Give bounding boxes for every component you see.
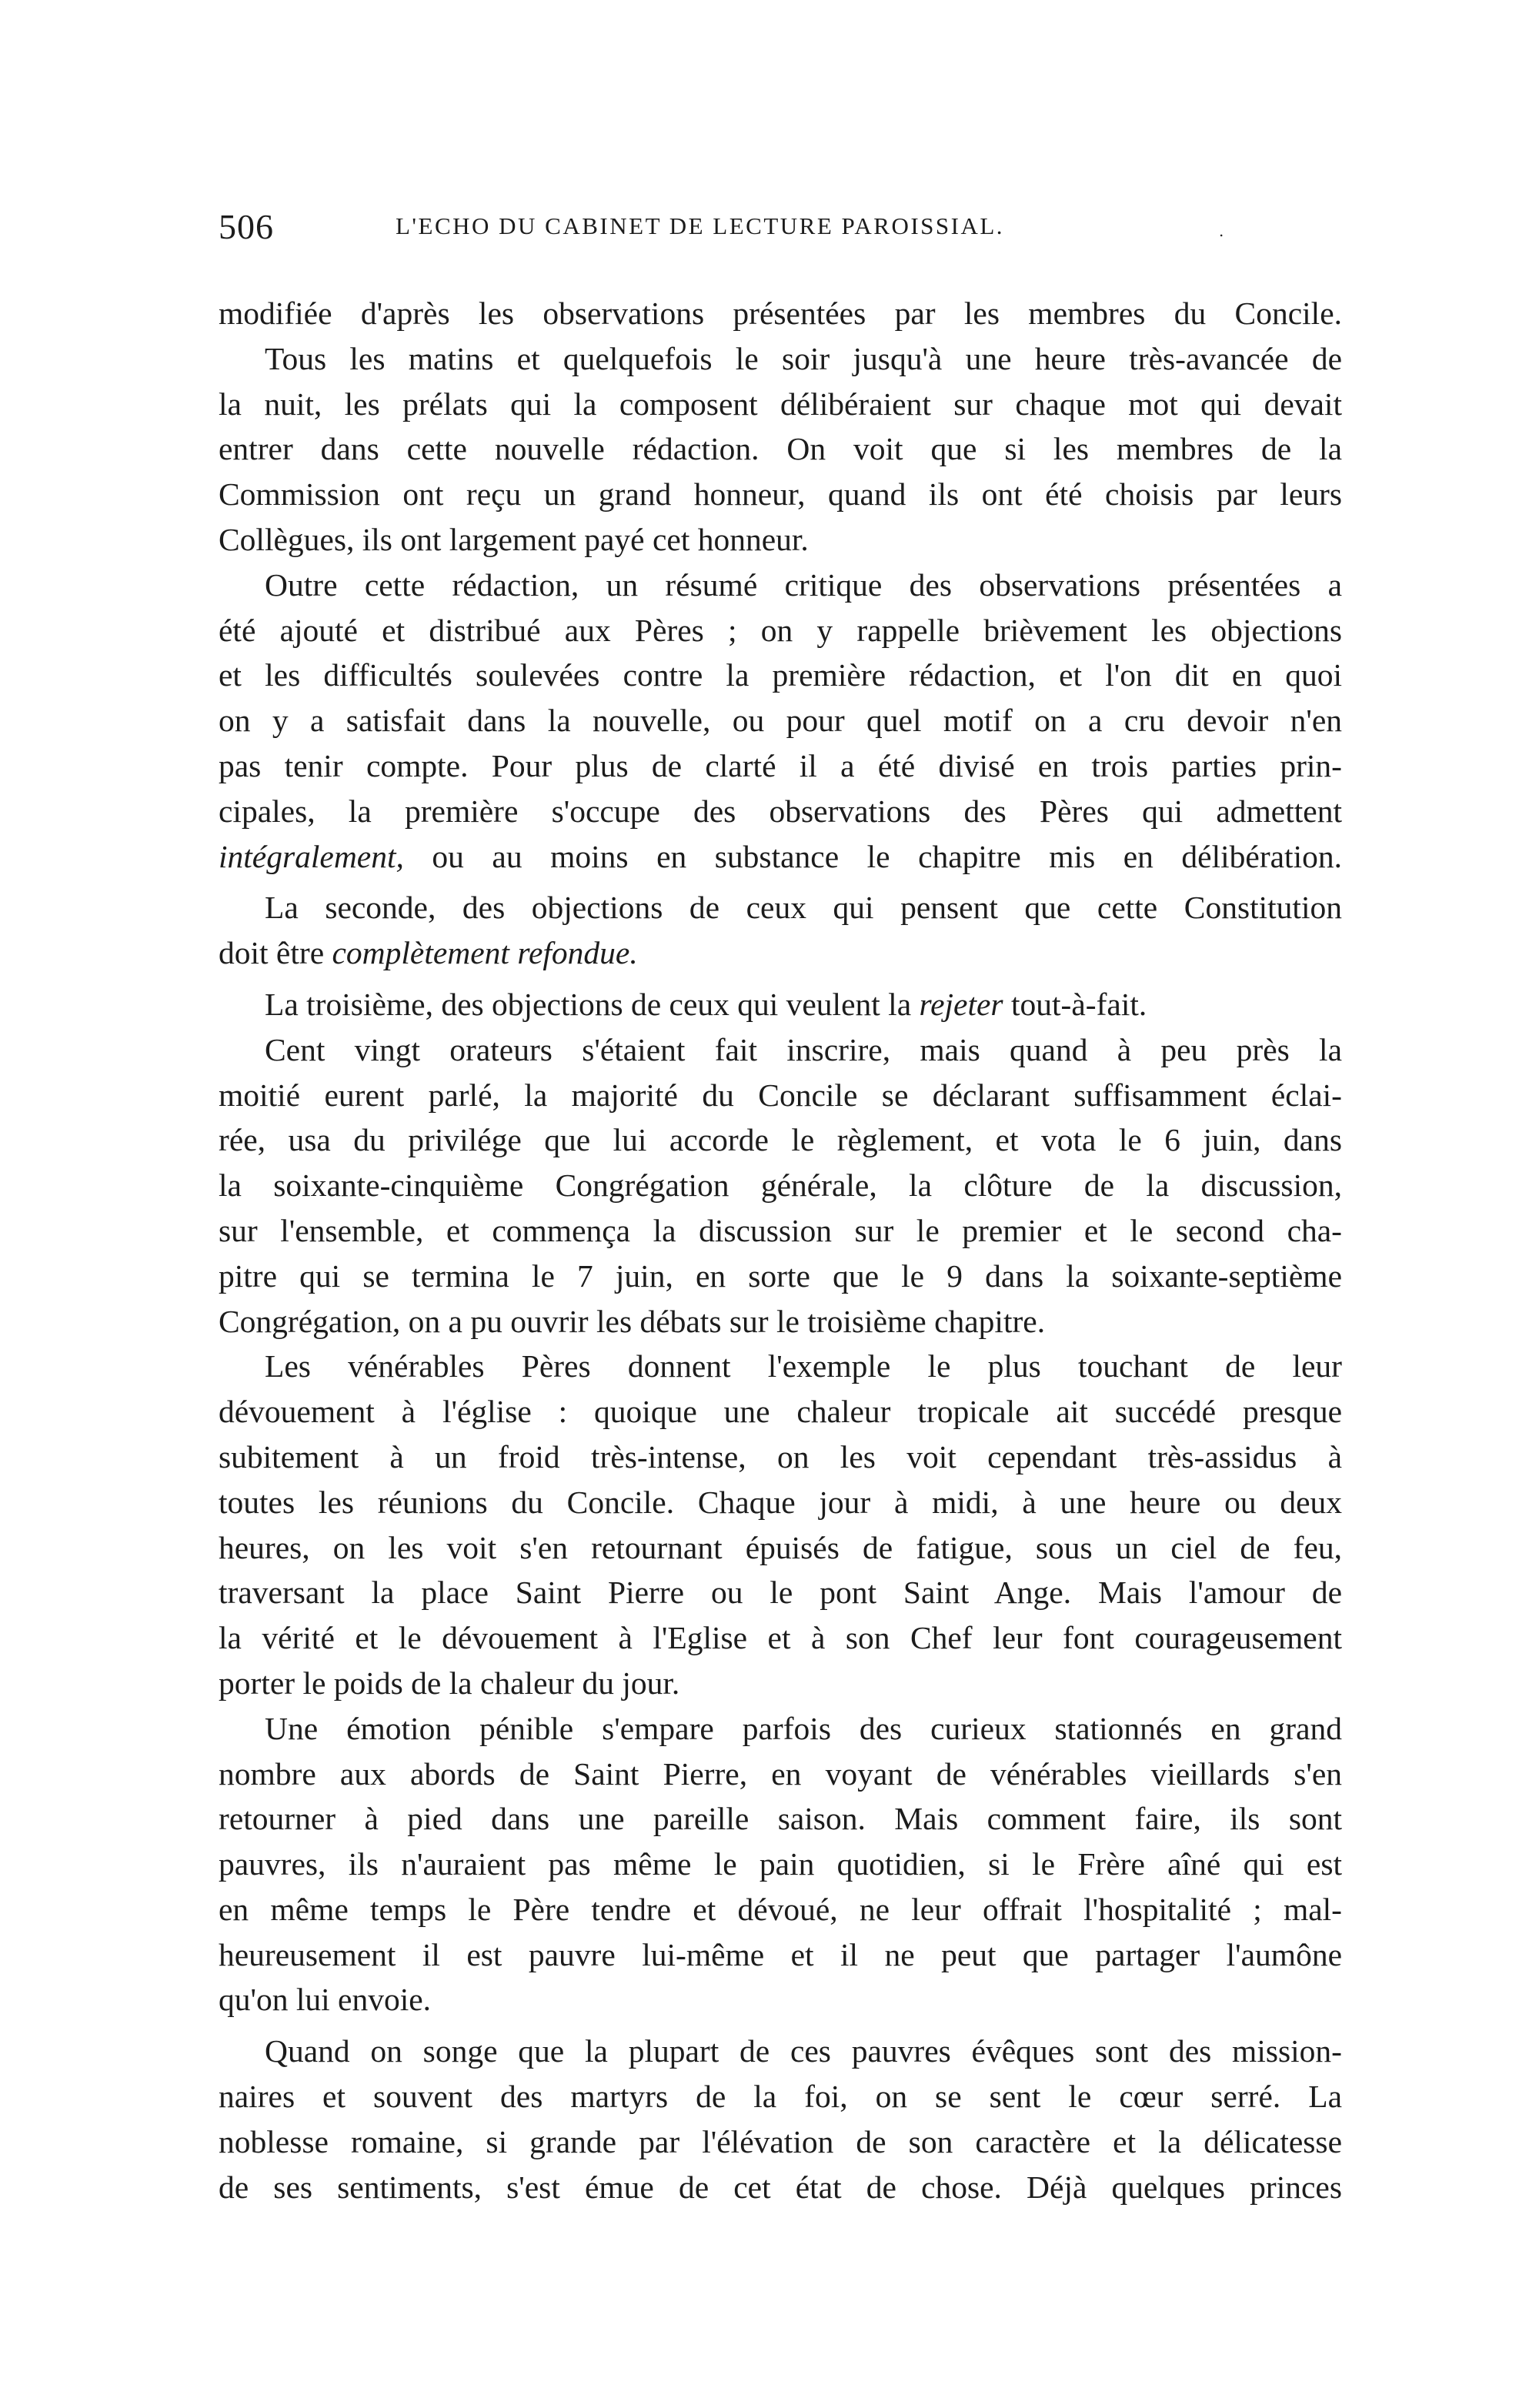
text-line: pauvres, ils n'auraient pas même le pain quotidien, si le Frère aîné qui est bbox=[219, 1846, 1342, 1882]
text-line: retourner à pied dans une pareille saison. Mais comment faire, ils sont bbox=[219, 1801, 1342, 1837]
text-line: Les vénérables Pères donnent l'exemple le plus touchant de leur bbox=[265, 1348, 1342, 1384]
italic-emphasis: complètement refondue. bbox=[332, 935, 638, 971]
text-segment: tout-à-fait. bbox=[1003, 986, 1147, 1022]
text-line: dévouement à l'église : quoique une chaleur tropicale ait succédé presque bbox=[219, 1394, 1342, 1430]
running-title: L'ECHO DU CABINET DE LECTURE PAROISSIAL. bbox=[396, 212, 1005, 239]
text-line: cipales, la première s'occupe des observations des Pères qui admettent bbox=[219, 793, 1342, 829]
text-line: la soixante-cinquième Congrégation générale, la clôture de la discussion, bbox=[219, 1167, 1342, 1204]
text-line: en même temps le Père tendre et dévoué, ne leur offrait l'hospitalité ; mal- bbox=[219, 1891, 1342, 1927]
text-line: porter le poids de la chaleur du jour. bbox=[219, 1665, 680, 1701]
text-line: la vérité et le dévouement à l'Eglise et à son Chef leur font courageusement bbox=[219, 1620, 1342, 1656]
text-line: Tous les matins et quelquefois le soir jusqu'à une heure très-avancée de bbox=[265, 340, 1342, 376]
text-segment: doit être bbox=[219, 935, 332, 971]
text-line: La seconde, des objections de ceux qui pensent que cette Constitution bbox=[265, 890, 1342, 926]
text-line: pitre qui se termina le 7 juin, en sorte que le 9 dans la soixante-septième bbox=[219, 1257, 1342, 1294]
text-line: et les difficultés soulevées contre la première rédaction, et l'on dit en quoi bbox=[219, 657, 1342, 693]
text-line: Une émotion pénible s'empare parfois des curieux stationnés en grand bbox=[265, 1710, 1342, 1746]
text-line: Commission ont reçu un grand honneur, quand ils ont été choisis par leurs bbox=[219, 476, 1342, 513]
text-line: toutes les réunions du Concile. Chaque jour à midi, à une heure ou deux bbox=[219, 1484, 1342, 1520]
text-line: entrer dans cette nouvelle rédaction. On voit que si les membres de la bbox=[219, 431, 1342, 467]
text-line: pas tenir compte. Pour plus de clarté il a été divisé en trois parties prin- bbox=[219, 747, 1342, 783]
italic-emphasis: intégralement, bbox=[219, 838, 404, 874]
text-line: la nuit, les prélats qui la composent délibéraient sur chaque mot qui devait bbox=[219, 386, 1342, 422]
text-line: modifiée d'après les observations présentées par les membres du Concile. bbox=[219, 296, 1342, 331]
text-line: on y a satisfait dans la nouvelle, ou pour quel motif on a cru devoir n'en bbox=[219, 703, 1342, 739]
text-line: Congrégation, on a pu ouvrir les débats sur le troisième chapitre. bbox=[219, 1303, 1046, 1339]
text-line: Cent vingt orateurs s'étaient fait inscrire, mais quand à peu près la bbox=[265, 1031, 1342, 1067]
body-text bbox=[219, 291, 1342, 2209]
header-mark: . bbox=[1219, 222, 1224, 240]
text-line: Quand on songe que la plupart de ces pauvres évêques sont des mission- bbox=[265, 2033, 1342, 2069]
italic-emphasis: rejeter bbox=[919, 986, 1003, 1022]
text-line: noblesse romaine, si grande par l'élévation de son caractère et la délicatesse bbox=[219, 2123, 1342, 2159]
text-segment: ou au moins en substance le chapitre mis en délibération. bbox=[403, 838, 1342, 874]
text-line: traversant la place Saint Pierre ou le pont Saint Ange. Mais l'amour de bbox=[219, 1575, 1342, 1611]
text-line: qu'on lui envoie. bbox=[219, 1982, 432, 2018]
text-line: heures, on les voit s'en retournant épuisés de fatigue, sous un ciel de feu, bbox=[219, 1529, 1342, 1565]
text-line: Collègues, ils ont largement payé cet honneur. bbox=[219, 521, 809, 557]
text-line: Outre cette rédaction, un résumé critique des observations présentées a bbox=[265, 566, 1342, 603]
text-line: moitié eurent parlé, la majorité du Concile se déclarant suffisamment éclai- bbox=[219, 1077, 1342, 1113]
text-line: de ses sentiments, s'est émue de cet état de chose. Déjà quelques princes bbox=[219, 2169, 1342, 2205]
text-line: été ajouté et distribué aux Pères ; on y rappelle brièvement les objections bbox=[219, 612, 1342, 648]
text-line: naires et souvent des martyrs de la foi, on se sent le cœur serré. La bbox=[219, 2079, 1342, 2115]
text-line: rée, usa du privilége que lui accorde le règlement, et vota le 6 juin, dans bbox=[219, 1122, 1342, 1158]
text-line bbox=[219, 834, 1342, 880]
text-line bbox=[219, 982, 1342, 1027]
text-line: subitement à un froid très-intense, on les voit cependant très-assidus à bbox=[219, 1438, 1342, 1475]
page-header bbox=[219, 206, 1342, 255]
text-line: heureusement il est pauvre lui-même et il ne peut que partager l'aumône bbox=[219, 1936, 1342, 1972]
text-line: nombre aux abords de Saint Pierre, en voyant de vénérables vieillards s'en bbox=[219, 1755, 1342, 1792]
page-number: 506 bbox=[219, 207, 274, 246]
text-segment: La troisième, des objections de ceux qui veulent la bbox=[265, 986, 920, 1022]
text-line bbox=[219, 930, 1342, 976]
text-line: sur l'ensemble, et commença la discussion sur le premier et le second cha- bbox=[219, 1212, 1342, 1248]
